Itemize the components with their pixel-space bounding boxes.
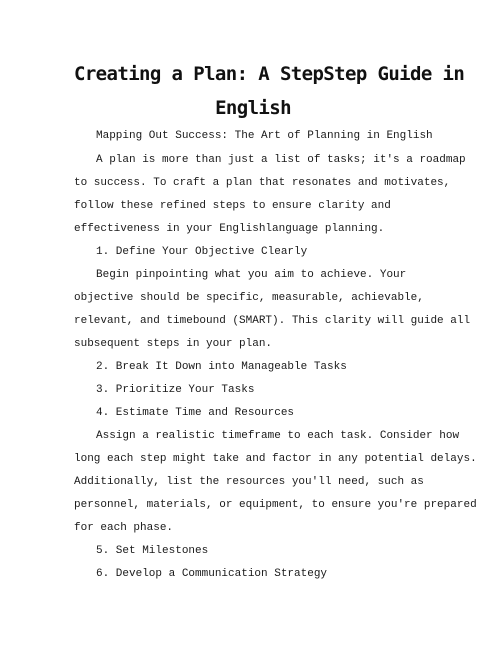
intro-line-2: to success. To craft a plan that resonates and motivates, (74, 177, 451, 189)
step-1-heading: 1. Define Your Objective Clearly (96, 246, 308, 258)
step-1-line-2: objective should be specific, measurable, achievable, (74, 292, 424, 304)
document-title-line-2: English (215, 97, 291, 119)
step-2-heading: 2. Break It Down into Manageable Tasks (96, 361, 347, 373)
step-4-line-4: personnel, materials, or equipment, to ensure you're prepared (74, 499, 477, 511)
intro-line-3: follow these refined steps to ensure clarity and (74, 200, 391, 212)
step-4-heading: 4. Estimate Time and Resources (96, 407, 295, 419)
step-1-line-3: relevant, and timebound (SMART). This clarity will guide all (74, 315, 471, 327)
step-4-line-2: long each step might take and factor in any potential delays. (74, 453, 477, 465)
step-4-line-1: Assign a realistic timeframe to each task. Consider how (96, 430, 460, 442)
subtitle-line: Mapping Out Success: The Art of Planning in English (96, 130, 433, 142)
step-6-heading: 6. Develop a Communication Strategy (96, 568, 328, 580)
step-5-heading: 5. Set Milestones (96, 545, 209, 557)
intro-line-4: effectiveness in your Englishlanguage planning. (74, 223, 385, 235)
step-4-line-3: Additionally, list the resources you'll need, such as (74, 476, 424, 488)
intro-line-1: A plan is more than just a list of tasks; it's a roadmap (96, 154, 466, 166)
step-4-line-5: for each phase. (74, 522, 174, 534)
step-3-heading: 3. Prioritize Your Tasks (96, 384, 255, 396)
step-1-line-1: Begin pinpointing what you aim to achieve. Your (96, 269, 407, 281)
document-title-line-1: Creating a Plan: A StepStep Guide in (74, 63, 465, 85)
step-1-line-4: subsequent steps in your plan. (74, 338, 273, 350)
